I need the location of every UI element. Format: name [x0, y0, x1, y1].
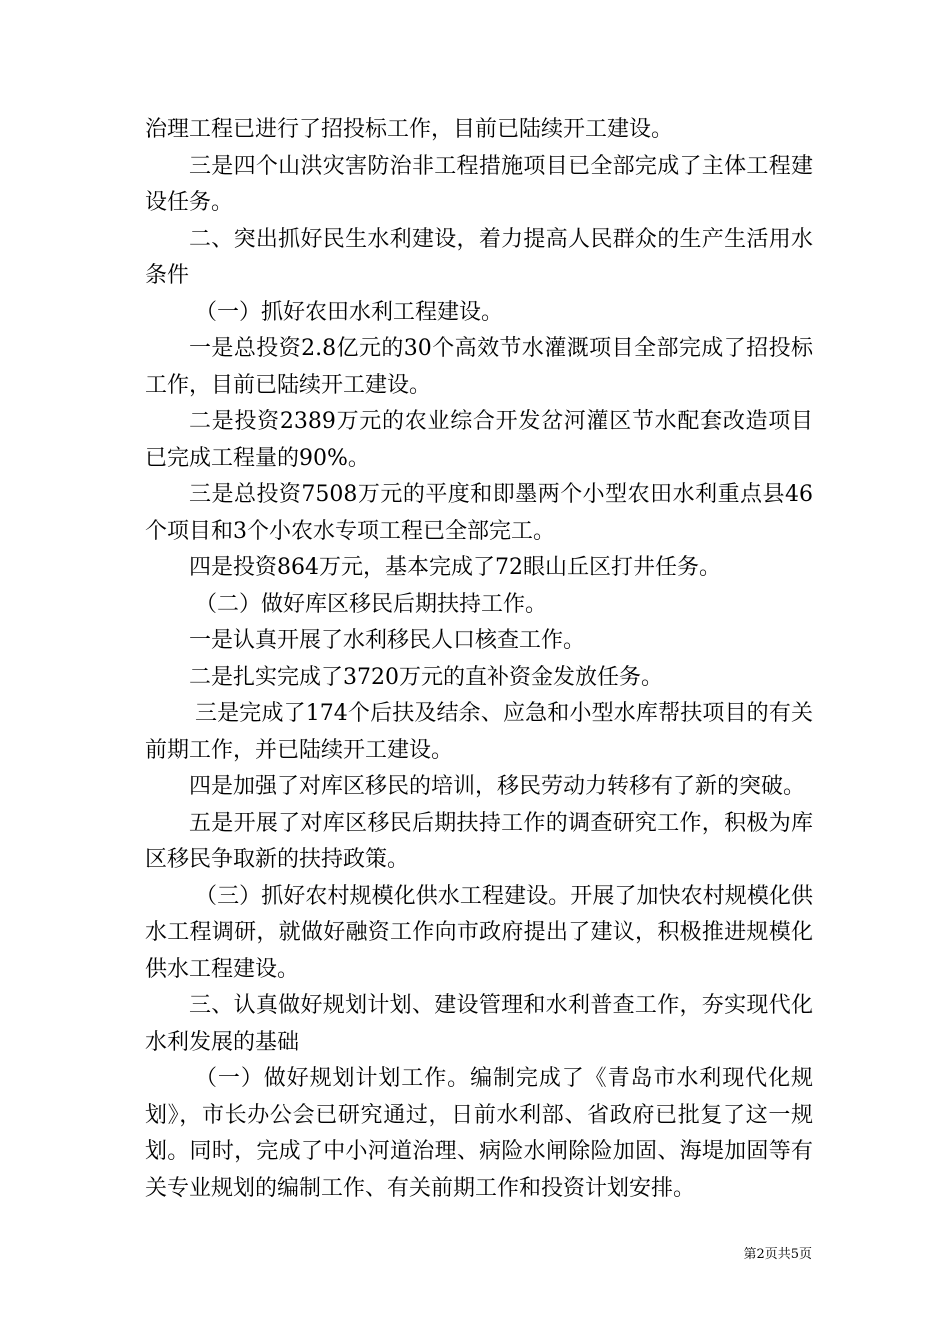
- document-body: [145, 112, 813, 1207]
- subsection-paragraph: （三）抓好农村规模化供水工程建设。开展了加快农村规模化供水工程调研，就做好融资工作向市政府提出了建议，积极推进规模化供水工程建设。: [145, 883, 813, 982]
- paragraph: 五是开展了对库区移民后期扶持工作的调查研究工作，积极为库区移民争取新的扶持政策。: [145, 810, 813, 872]
- subsection-paragraph: （一）做好规划计划工作。编制完成了《青岛市水利现代化规划》，市长办公会已研究通过，日前水利部、省政府已批复了这一规划。同时，完成了中小河道治理、病险水闸除险加固、海堤加固等有关专业规划的编制工作、有关前期工作和投资计划安排。: [145, 1066, 813, 1201]
- section-heading: 二、突出抓好民生水利建设，着力提高人民群众的生产生活用水条件: [145, 226, 813, 288]
- paragraph: 一是认真开展了水利移民人口核查工作。: [189, 628, 586, 653]
- paragraph: 一是总投资2.8亿元的30个高效节水灌溉项目全部完成了招投标工作，目前已陆续开工建设。: [145, 336, 813, 398]
- paragraph: 三是完成了174个后扶及结余、应急和小型水库帮扶项目的有关前期工作，并已陆续开工建设。: [145, 701, 813, 763]
- paragraph: 四是投资864万元，基本完成了72眼山丘区打井任务。: [189, 555, 721, 580]
- paragraph: 四是加强了对库区移民的培训，移民劳动力转移有了新的突破。: [189, 774, 806, 799]
- paragraph: 三是四个山洪灾害防治非工程措施项目已全部完成了主体工程建设任务。: [145, 153, 813, 215]
- paragraph: 二是扎实完成了3720万元的直补资金发放任务。: [189, 664, 663, 690]
- subsection-heading: （一）抓好农田水利工程建设。: [195, 299, 504, 325]
- paragraph: 二是投资2389万元的农业综合开发岔河灌区节水配套改造项目已完成工程量的90%。: [145, 409, 813, 471]
- section-heading: 三、认真做好规划计划、建设管理和水利普查工作，夯实现代化水利发展的基础: [145, 993, 813, 1055]
- paragraph: 治理工程已进行了招投标工作，目前已陆续开工建设。: [145, 117, 674, 142]
- page-number: 第2页共5页: [743, 1247, 812, 1262]
- subsection-heading: （二）做好库区移民后期扶持工作。: [195, 591, 548, 617]
- paragraph: 三是总投资7508万元的平度和即墨两个小型农田水利重点县46个项目和3个小农水专项工程已全部完工。: [145, 482, 813, 544]
